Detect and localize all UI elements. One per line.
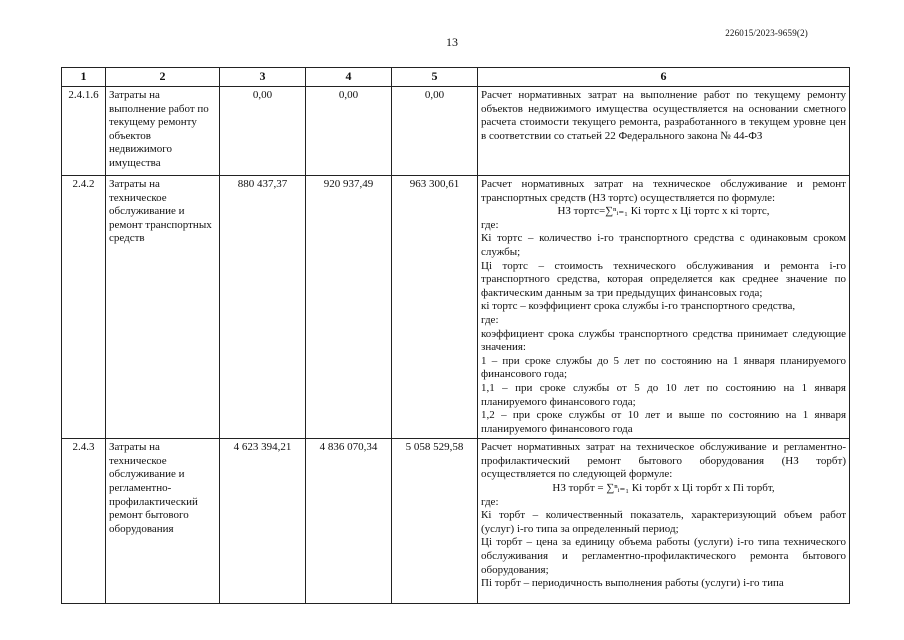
table-row	[62, 87, 850, 176]
row-description	[478, 439, 850, 604]
page-number: 13	[446, 35, 458, 49]
row-description	[478, 176, 850, 439]
description-line: Кi тортс – количество i-го транспортного средства с одинаковым сроком службы;	[481, 232, 846, 258]
formula-line: НЗ тортс=∑ⁿᵢ₌₁ Кi тортс х Цi тортс х кi тортс,	[557, 205, 770, 218]
table-row	[62, 439, 850, 604]
description-line: Цi торбт – цена за единицу объема работы (услуги) i-го типа технического обслуживания и регламентно-профилактического ремонта бытового оборудования;	[481, 536, 846, 576]
row-value-3: 0,00	[392, 87, 478, 176]
description-line: где:	[481, 313, 499, 326]
col-header-3: 3	[220, 68, 306, 87]
description-line: Расчет нормативных затрат на техническое обслуживание и ремонт транспортных средств (НЗ тортс) осуществляется по формуле:	[481, 178, 846, 204]
row-value-3: 963 300,61	[392, 176, 478, 439]
row-name: Затраты на техническое обслуживание и ремонт транспортных средств	[106, 176, 220, 439]
expenses-table	[61, 67, 850, 604]
description-line: 1,1 – при сроке службы от 5 до 10 лет по состоянию на 1 января планируемого финансового года;	[481, 381, 846, 408]
row-value-3: 5 058 529,58	[392, 439, 478, 604]
description-line: Цi тортс – стоимость технического обслуживания и ремонта i-го транспортного средства, которая определяется как среднее значение по фактическим данным за три предыдущих финансовых года;	[481, 259, 846, 299]
col-header-4: 4	[306, 68, 392, 87]
col-header-6: 6	[478, 68, 850, 87]
row-number: 2.4.2	[62, 176, 106, 439]
row-name: Затраты на техническое обслуживание и регламентно-профилактический ремонт бытового оборудования	[106, 439, 220, 604]
row-value-1: 0,00	[220, 87, 306, 176]
row-value-2: 4 836 070,34	[306, 439, 392, 604]
row-value-2: 920 937,49	[306, 176, 392, 439]
description-line: где:	[481, 495, 499, 508]
description-line: коэффициент срока службы транспортного средства принимает следующие значения:	[481, 327, 846, 354]
row-description	[478, 87, 850, 176]
col-header-1: 1	[62, 68, 106, 87]
description-line: где:	[481, 218, 499, 231]
header-row	[62, 68, 850, 87]
description-line: 1,2 – при сроке службы от 10 лет и выше по состоянию на 1 января планируемого финансового года	[481, 409, 846, 435]
document-id: 226015/2023-9659(2)	[725, 28, 808, 38]
row-number: 2.4.3	[62, 439, 106, 604]
row-value-1: 880 437,37	[220, 176, 306, 439]
table-row	[62, 176, 850, 439]
row-number: 2.4.1.6	[62, 87, 106, 176]
description-line: Кi торбт – количественный показатель, характеризующий объем работ (услуг) i-го типа за определенный период;	[481, 509, 846, 535]
description-line: кi тортс – коэффициент срока службы i-го транспортного средства,	[481, 300, 796, 313]
col-header-5: 5	[392, 68, 478, 87]
description-line: Расчет нормативных затрат на выполнение работ по текущему ремонту объектов недвижимого имущества осуществляется на основании сметного расчета стоимости текущего ремонта, разработанного в текущем уровне цен в соответствии со статьей 22 Федерального закона № 44-ФЗ	[481, 89, 846, 142]
description-line: Пi торбт – периодичность выполнения работы (услуги) i-го типа	[481, 577, 784, 590]
row-value-2: 0,00	[306, 87, 392, 176]
row-value-1: 4 623 394,21	[220, 439, 306, 604]
description-line: Расчет нормативных затрат на техническое обслуживание и регламентно-профилактический ремонт бытового оборудования (НЗ торбт) осуществляется по следующей формуле:	[481, 441, 846, 481]
col-header-2: 2	[106, 68, 220, 87]
row-name: Затраты на выполнение работ по текущему ремонту объектов недвижимого имущества	[106, 87, 220, 176]
description-line: 1 – при сроке службы до 5 лет по состоянию на 1 января планируемого финансового года;	[481, 354, 846, 381]
formula-line: НЗ торбт = ∑ⁿᵢ₌₁ Кi торбт х Цi торбт х Пi торбт,	[552, 482, 775, 495]
